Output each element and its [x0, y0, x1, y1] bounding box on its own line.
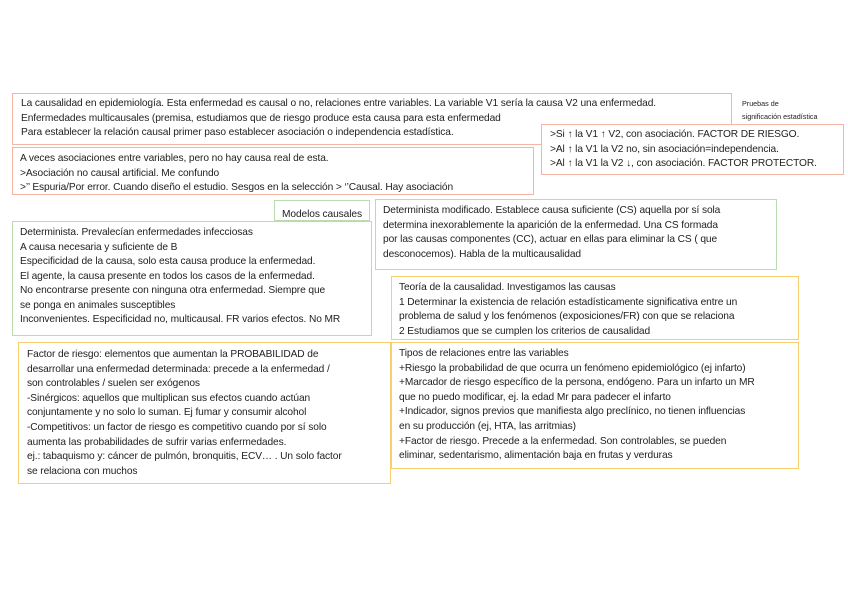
determinista-modificado-box [375, 199, 777, 270]
asociacion-line: >Si ↑ la V1 ↑ V2, con asociación. FACTOR DE RIESGO. [550, 129, 800, 140]
determinista-line: A causa necesaria y suficiente de B [20, 241, 178, 253]
intro-line: Para establecer la relación causal primer paso establecer asociación o independencia estadística. [21, 127, 454, 138]
factor-riesgo-line: son controlables / suelen ser exógenos [27, 378, 200, 390]
aveces-box [12, 147, 534, 195]
determinista-line: El agente, la causa presente en todos los casos de la enfermedad. [20, 270, 315, 282]
pruebas-label [742, 97, 846, 123]
factor-riesgo-line: ej.: tabaquismo y: cáncer de pulmón, bronquitis, ECV… . Un solo factor [27, 451, 342, 463]
factor-riesgo-line: aumenta las probabilidades de sufrir varias enfermedades. [27, 436, 287, 448]
determinista-modificado-line: determina inexorablemente la aparición de la enfermedad. Una CS formada [383, 219, 718, 231]
tipos-line: que no puedo modificar, ej. la edad Mr para padecer el infarto [399, 391, 671, 403]
tipos-line: en su producción (ej, HTA, las arritmias) [399, 420, 576, 432]
tipos-line: Tipos de relaciones entre las variables [399, 348, 569, 359]
factor-riesgo-line: Factor de riesgo: elementos que aumentan la PROBABILIDAD de [27, 349, 319, 360]
factor-riesgo-line: -Sinérgicos: aquellos que multiplican sus efectos cuando actúan [27, 392, 311, 404]
aveces-line: >’’ Espuria/Por error. Cuando diseño el estudio. Sesgos en la selección > ‘’Causal. Hay asociación [20, 182, 454, 193]
determinista-box [12, 221, 372, 336]
factor-riesgo-line: se relaciona con muchos [27, 465, 138, 477]
aveces-line: A veces asociaciones entre variables, pero no hay causa real de esta. [20, 153, 329, 164]
factor-riesgo-line: -Competitivos: un factor de riesgo es competitivo cuando por sí solo [27, 421, 327, 433]
teoria-line: problema de salud y los fenómenos (exposiciones/FR) con que se relaciona [399, 311, 735, 322]
pruebas-line: significación estadística [742, 112, 818, 121]
tipos-line: eliminar, sedentarismo, alimentación baja en frutas y verduras [399, 450, 673, 462]
determinista-modificado-line: por las causas componentes (CC), actuar en ellas para eliminar la CS ( que [383, 234, 718, 245]
teoria-line: Teoría de la causalidad. Investigamos las causas [399, 282, 616, 293]
factor-riesgo-line: conjuntamente y no solo lo suman. Ej fumar y consumir alcohol [27, 407, 307, 419]
determinista-line: Determinista. Prevalecían enfermedades infecciosas [20, 227, 253, 238]
determinista-line: No encontrarse presente con ninguna otra enfermedad. Siempre que [20, 285, 326, 296]
determinista-line: Especificidad de la causa, solo esta causa produce la enfermedad. [20, 256, 316, 267]
determinista-modificado-line: Determinista modificado. Establece causa suficiente (CS) aquella por sí sola [383, 205, 721, 216]
asociacion-line: >Al ↑ la V1 la V2 no, sin asociación=independencia. [550, 143, 779, 155]
determinista-modificado-line: desconocemos). Habla de la multicausalidad [383, 248, 581, 260]
factor-riesgo-line: desarrollar una enfermedad determinada: precede a la enfermedad / [27, 363, 330, 375]
asociacion-line: >Al ↑ la V1 la V2 ↓, con asociación. FACTOR PROTECTOR. [550, 158, 817, 169]
modelos-causales-label: Modelos causales [282, 209, 362, 220]
tipos-line: +Indicador, signos previos que manifiesta algo preclínico, no tienen influencias [399, 406, 746, 418]
teoria-line: 1 Determinar la existencia de relación estadísticamente significativa entre un [399, 296, 738, 308]
tipos-line: +Riesgo la probabilidad de que ocurra un fenómeno epidemiológico (ej infarto) [399, 362, 746, 374]
aveces-line: >Asociación no causal artificial. Me confundo [20, 167, 220, 179]
teoria-causalidad-box [391, 276, 799, 340]
intro-line: Enfermedades multicausales (premisa, estudiamos que de riesgo produce esta causa para esta enfermedad [21, 112, 501, 124]
determinista-line: Inconvenientes. Especificidad no, multicausal. FR varios efectos. No MR [20, 314, 341, 325]
asociacion-box [541, 124, 844, 175]
tipos-line: +Marcador de riesgo específico de la persona, endógeno. Para un infarto un MR [399, 377, 755, 389]
teoria-line: 2 Estudiamos que se cumplen los criterios de causalidad [399, 325, 651, 337]
modelos-causales-box [274, 200, 370, 221]
pruebas-line: Pruebas de [742, 99, 779, 108]
intro-line: La causalidad en epidemiología. Esta enfermedad es causal o no, relaciones entre variables. La variable V1 sería la causa V2 una enfermedad. [21, 98, 657, 109]
determinista-line: se ponga en animales susceptibles [20, 299, 176, 311]
factor-riesgo-box [18, 342, 391, 484]
tipos-relaciones-box [391, 342, 799, 469]
tipos-line: +Factor de riesgo. Precede a la enfermedad. Son controlables, se pueden [399, 435, 727, 447]
